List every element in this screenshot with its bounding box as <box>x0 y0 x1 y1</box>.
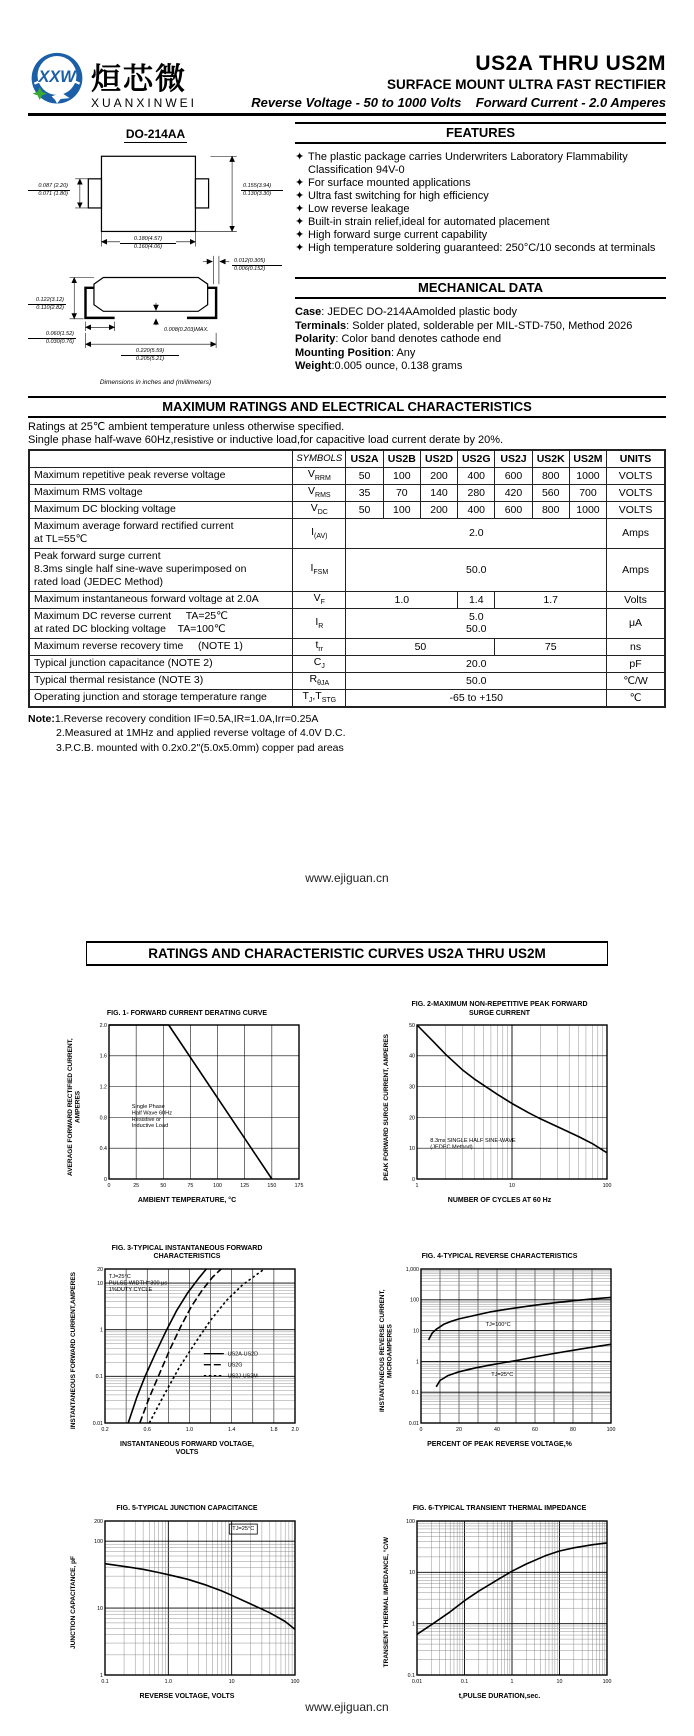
param-cell: Typical thermal resistance (NOTE 3) <box>29 672 293 689</box>
figure-2-ylabel: PEAK FORWARD SURGE CURRENT, AMPERES <box>382 1033 390 1181</box>
value-cell: 1.4 <box>458 591 495 608</box>
svg-text:1: 1 <box>415 1183 419 1189</box>
table-row <box>29 467 665 484</box>
feature-bullet-icon: ✦ <box>295 242 305 254</box>
svg-text:1: 1 <box>99 1672 103 1679</box>
svg-text:0.1: 0.1 <box>95 1373 103 1380</box>
unit-cell: Amps <box>607 548 665 591</box>
figure-2 <box>340 1000 660 1206</box>
svg-text:1.6: 1.6 <box>99 1053 107 1060</box>
mechanical-line: Polarity: Color band denotes cathode end <box>295 333 502 345</box>
svg-text:0.2: 0.2 <box>101 1426 109 1433</box>
table-row <box>29 672 665 689</box>
figure-4 <box>340 1244 660 1458</box>
symbol-cell: $R_{\theta JA}$ <box>293 672 346 689</box>
dim-foot-length: 0.060(1.52) 0.030(0.76) <box>28 331 76 346</box>
symbol-cell: $I_{(AV)}$ <box>293 518 346 548</box>
feature-text: Built-in strain relief,ideal for automated placement <box>308 216 550 228</box>
svg-text:TJ=25°C: TJ=25°C <box>108 1273 131 1280</box>
column-header: US2G <box>458 450 495 467</box>
feature-bullet-icon: ✦ <box>295 203 305 215</box>
package-name: DO-214AA <box>125 127 186 141</box>
svg-text:US2A-US2D: US2A-US2D <box>227 1351 258 1358</box>
figure-1 <box>35 1000 340 1206</box>
svg-text:100: 100 <box>410 1297 419 1304</box>
svg-text:30: 30 <box>409 1084 416 1091</box>
value-cell: 50 <box>346 638 495 655</box>
svg-text:10: 10 <box>96 1605 103 1612</box>
value-cell: 560 <box>532 484 569 501</box>
table-row <box>29 655 665 672</box>
value-cell: 50.0 <box>346 672 607 689</box>
ratings-table <box>28 449 666 708</box>
param-header <box>29 450 293 467</box>
mechanical-lines <box>295 306 666 374</box>
note-line-1: Note:1.Reverse recovery condition IF=0.5A,IR=1.0A,Irr=0.25A <box>28 712 319 725</box>
svg-text:0: 0 <box>103 1176 107 1183</box>
value-cell: 2.0 <box>346 518 607 548</box>
figure-2-xlabel: NUMBER OF CYCLES AT 60 Hz <box>447 1197 552 1204</box>
svg-text:1.2: 1.2 <box>99 1084 107 1091</box>
figure-1-xlabel: AMBIENT TEMPERATURE, °C <box>137 1197 237 1204</box>
dim-standoff: 0.008(0.203)MAX. <box>164 327 209 333</box>
svg-text:Single Phase: Single Phase <box>131 1104 165 1110</box>
figure-4-title: FIG. 4-TYPICAL REVERSE CHARACTERISTICS <box>421 1253 578 1260</box>
column-header: US2B <box>383 450 420 467</box>
feature-item <box>295 190 666 203</box>
feature-text: For surface mounted applications <box>308 177 471 189</box>
svg-text:1,000: 1,000 <box>405 1266 419 1273</box>
param-cell: Maximum DC reverse current TA=25℃ at rated DC blocking voltage TA=100℃ <box>29 608 293 638</box>
mechanical-line: Weight:0.005 ounce, 0.138 grams <box>295 360 463 372</box>
unit-cell: VOLTS <box>607 467 665 484</box>
figure-6-plot <box>390 1514 616 1692</box>
svg-text:0.1: 0.1 <box>411 1389 419 1396</box>
svg-text:0.1: 0.1 <box>407 1672 416 1679</box>
table-row <box>29 608 665 638</box>
svg-text:US2J-US2M: US2J-US2M <box>227 1373 258 1380</box>
unit-cell: VOLTS <box>607 484 665 501</box>
param-cell: Typical junction capacitance (NOTE 2) <box>29 655 293 672</box>
column-header: US2K <box>532 450 569 467</box>
feature-text: The plastic package carries Underwriters Laboratory Flammability Classification 94V-0 <box>308 151 628 176</box>
unit-cell: ns <box>607 638 665 655</box>
svg-text:75: 75 <box>186 1183 193 1189</box>
value-cell: 600 <box>495 467 532 484</box>
feature-text: Ultra fast switching for high efficiency <box>308 190 489 202</box>
svg-text:TJ=25°C: TJ=25°C <box>491 1371 514 1378</box>
feature-item <box>295 229 666 242</box>
value-cell: 5.0 50.0 <box>346 608 607 638</box>
ratings-head <box>29 450 665 467</box>
svg-text:60: 60 <box>532 1426 538 1433</box>
value-cell: 140 <box>420 484 457 501</box>
symbol-cell: $V_{DC}$ <box>293 501 346 518</box>
feature-bullet-icon: ✦ <box>295 229 305 241</box>
column-header: US2A <box>346 450 383 467</box>
feature-item <box>295 151 666 177</box>
dim-overall-width: 0.220(5.59) 0.205(5.21) <box>121 348 179 363</box>
feature-item <box>295 203 666 216</box>
svg-text:10: 10 <box>228 1678 235 1685</box>
symbol-cell: $C_J$ <box>293 655 346 672</box>
svg-text:0.6: 0.6 <box>143 1426 151 1433</box>
feature-bullet-icon: ✦ <box>295 151 305 163</box>
svg-text:0.1: 0.1 <box>101 1678 109 1685</box>
value-cell: 50 <box>346 501 383 518</box>
figure-5 <box>35 1496 340 1702</box>
table-row <box>29 638 665 655</box>
svg-text:100: 100 <box>602 1183 612 1189</box>
svg-text:1: 1 <box>99 1327 103 1334</box>
notes <box>0 712 694 756</box>
website-link-footer[interactable]: www.ejiguan.cn <box>305 1700 389 1714</box>
feature-item <box>295 242 666 255</box>
svg-text:125: 125 <box>239 1183 249 1189</box>
figure-3 <box>35 1244 340 1458</box>
svg-text:TJ=100°C: TJ=100°C <box>485 1321 511 1328</box>
unit-cell: μA <box>607 608 665 638</box>
svg-text:10: 10 <box>413 1328 419 1334</box>
value-cell: 1000 <box>569 501 606 518</box>
company-logo <box>28 50 197 110</box>
figure-6-ylabel: TRANSIENT THERMAL IMPEDANCE, °C/W <box>382 1537 390 1668</box>
svg-text:1: 1 <box>416 1358 419 1365</box>
svg-text:1.0: 1.0 <box>185 1426 193 1433</box>
figure-3-ylabel: INSTANTANEOUS FORWARD CURRENT,AMPERES <box>70 1271 78 1430</box>
ratings-intro-line2: Single phase half-wave 60Hz,resistive or inductive load,for capacitive load current derate by 20%. <box>28 434 504 446</box>
svg-text:80: 80 <box>570 1426 576 1433</box>
dim-tab-width: 0.087 (2.20) 0.071 (1.80) <box>28 183 70 198</box>
value-cell: 420 <box>495 484 532 501</box>
svg-text:0: 0 <box>412 1176 416 1183</box>
symbol-cell: $V_F$ <box>293 591 346 608</box>
figure-4-xlabel: PERCENT OF PEAK REVERSE VOLTAGE,% <box>427 1440 572 1448</box>
header <box>0 0 694 110</box>
unit-cell: VOLTS <box>607 501 665 518</box>
feature-text: High temperature soldering guaranteed: 250°C/10 seconds at terminals <box>308 242 656 254</box>
value-cell: 1.7 <box>495 591 607 608</box>
feature-text: Low reverse leakage <box>308 203 410 215</box>
svg-text:8.3ms SINGLE HALF SINE-WAVE: 8.3ms SINGLE HALF SINE-WAVE <box>430 1137 517 1144</box>
svg-text:1.4: 1.4 <box>227 1426 236 1433</box>
unit-cell: Amps <box>607 518 665 548</box>
svg-text:20: 20 <box>96 1266 103 1273</box>
feature-bullet-icon: ✦ <box>295 190 305 202</box>
value-cell: 800 <box>532 467 569 484</box>
svg-text:200: 200 <box>93 1518 103 1525</box>
column-header: US2D <box>420 450 457 467</box>
svg-text:100: 100 <box>212 1183 222 1189</box>
device-subtitle: SURFACE MOUNT ULTRA FAST RECTIFIER <box>387 77 666 92</box>
figure-3-xlabel: INSTANTANEOUS FORWARD VOLTAGE, VOLTS <box>120 1440 254 1456</box>
param-cell: Operating junction and storage temperature range <box>29 689 293 707</box>
svg-text:40: 40 <box>494 1426 500 1433</box>
unit-cell: ℃/W <box>607 672 665 689</box>
symbol-cell: $I_{FSM}$ <box>293 548 346 591</box>
figure-6-xlabel: t,PULSE DURATION,sec. <box>458 1692 541 1700</box>
svg-text:1%DUTY CYCLE: 1%DUTY CYCLE <box>108 1286 152 1293</box>
figure-1-ylabel: AVERAGE FORWARD RECTIFIED CURRENT, AMPERES <box>66 1038 81 1176</box>
table-row <box>29 501 665 518</box>
svg-text:50: 50 <box>159 1183 166 1189</box>
svg-text:10: 10 <box>509 1183 516 1189</box>
svg-text:20: 20 <box>409 1115 416 1122</box>
svg-text:Half Wave 60Hz: Half Wave 60Hz <box>131 1110 172 1117</box>
feature-item <box>295 216 666 229</box>
logo-mark-icon <box>28 50 86 110</box>
value-cell: 100 <box>383 501 420 518</box>
ratings-intro-line1: Ratings at 25℃ ambient temperature unless otherwise specified. <box>28 421 345 433</box>
ratings-section <box>0 396 694 708</box>
value-cell: 400 <box>458 501 495 518</box>
value-cell: 200 <box>420 467 457 484</box>
value-cell: 400 <box>458 467 495 484</box>
figure-1-plot <box>82 1018 308 1196</box>
svg-text:10: 10 <box>556 1678 563 1685</box>
svg-text:100: 100 <box>602 1678 612 1685</box>
table-row <box>29 591 665 608</box>
dim-lead-thickness: 0.012(0.305) 0.006(0.152) <box>232 258 282 273</box>
param-cell: Peak forward surge current 8.3ms single half sine-wave superimposed on rated load (JEDEC Method) <box>29 548 293 591</box>
svg-text:2.0: 2.0 <box>99 1022 107 1029</box>
svg-text:Resistive or: Resistive or <box>131 1116 161 1123</box>
svg-text:Inductive Load: Inductive Load <box>131 1123 168 1130</box>
package-drawing <box>28 145 283 377</box>
figure-4-ylabel: INSTANTANEOUS REVERSE CURRENT, MICROAMPERES <box>379 1289 394 1412</box>
param-cell: Maximum repetitive peak reverse voltage <box>29 467 293 484</box>
svg-text:1: 1 <box>412 1621 416 1628</box>
value-cell: 280 <box>458 484 495 501</box>
svg-text:0.01: 0.01 <box>92 1420 103 1427</box>
svg-text:100: 100 <box>606 1426 616 1433</box>
svg-text:0.4: 0.4 <box>99 1146 107 1153</box>
value-cell: 75 <box>495 638 607 655</box>
spec-line: Reverse Voltage - 50 to 1000 Volts Forward Current - 2.0 Amperes <box>251 95 666 110</box>
svg-text:150: 150 <box>266 1183 276 1189</box>
svg-text:0.01: 0.01 <box>412 1678 423 1685</box>
ratings-intro <box>28 421 666 447</box>
company-name-cn: 烜芯微 <box>91 63 187 96</box>
unit-cell: ℃ <box>607 689 665 707</box>
svg-text:10: 10 <box>409 1146 416 1153</box>
svg-text:100: 100 <box>406 1518 416 1525</box>
value-cell: 70 <box>383 484 420 501</box>
svg-text:10: 10 <box>96 1280 103 1287</box>
symbol-cell: $I_R$ <box>293 608 346 638</box>
value-cell: 20.0 <box>346 655 607 672</box>
figure-4-plot <box>394 1262 620 1440</box>
value-cell: 200 <box>420 501 457 518</box>
table-row <box>29 689 665 707</box>
param-cell: Maximum reverse recovery time (NOTE 1) <box>29 638 293 655</box>
figure-1-title: FIG. 1- FORWARD CURRENT DERATING CURVE <box>106 1009 268 1017</box>
figure-2-title: FIG. 2-MAXIMUM NON-REPETITIVE PEAK FORWARD SURGE CURRENT <box>411 1001 588 1017</box>
param-cell: Maximum average forward rectified current at TL=55℃ <box>29 518 293 548</box>
param-cell: Maximum RMS voltage <box>29 484 293 501</box>
note-line-3: 3.P.C.B. mounted with 0.2x0.2"(5.0x5.0mm) copper pad areas <box>56 741 344 754</box>
feature-bullet-icon: ✦ <box>295 216 305 228</box>
mechanical-line: Case: JEDEC DO-214AAmolded plastic body <box>295 306 517 318</box>
website-link-mid[interactable]: www.ejiguan.cn <box>305 871 389 885</box>
svg-text:20: 20 <box>456 1426 462 1433</box>
figure-2-plot <box>390 1018 616 1196</box>
svg-text:0: 0 <box>419 1426 423 1433</box>
param-cell: Maximum DC blocking voltage <box>29 501 293 518</box>
svg-text:1.8: 1.8 <box>269 1426 278 1433</box>
package-section <box>28 122 283 386</box>
value-cell: 50 <box>346 467 383 484</box>
feature-text: High forward surge current capability <box>308 229 488 241</box>
value-cell: -65 to +150 <box>346 689 607 707</box>
feature-bullet-icon: ✦ <box>295 177 305 189</box>
svg-text:50: 50 <box>409 1022 416 1029</box>
svg-text:1: 1 <box>510 1678 514 1685</box>
value-cell: 1000 <box>569 467 606 484</box>
curves-section-title: RATINGS AND CHARACTERISTIC CURVES US2A THRU US2M <box>86 941 608 966</box>
features-title: FEATURES <box>295 122 666 144</box>
figure-5-ylabel: JUNCTION CAPACITANCE, pF <box>70 1556 78 1649</box>
column-header: SYMBOLS <box>293 450 346 467</box>
svg-text:100: 100 <box>93 1538 103 1545</box>
package-caption: Dimensions in inches and (millimeters) <box>99 379 212 386</box>
table-row <box>29 518 665 548</box>
unit-cell: pF <box>607 655 665 672</box>
figure-3-title: FIG. 3-TYPICAL INSTANTANEOUS FORWARD CHARACTERISTICS <box>111 1244 263 1260</box>
svg-text:25: 25 <box>132 1183 139 1189</box>
figure-6-title: FIG. 6-TYPICAL TRANSIENT THERMAL IMPEDANCE <box>412 1505 587 1512</box>
value-cell: 700 <box>569 484 606 501</box>
figure-5-plot <box>78 1514 304 1692</box>
figure-3-plot <box>78 1262 304 1440</box>
mechanical-title: MECHANICAL DATA <box>295 277 666 299</box>
svg-text:1.0: 1.0 <box>164 1678 172 1685</box>
svg-text:0: 0 <box>107 1183 110 1189</box>
svg-text:2.0: 2.0 <box>291 1426 299 1433</box>
figure-5-xlabel: REVERSE VOLTAGE, VOLTS <box>139 1692 235 1700</box>
mechanical-line: Terminals: Solder plated, solderable per MIL-STD-750, Method 2026 <box>295 319 633 332</box>
figure-6 <box>340 1496 660 1702</box>
mechanical-line: Mounting Position: Any <box>295 346 416 359</box>
dim-body-width: 0.180(4.57) 0.160(4.06) <box>120 236 176 251</box>
column-header: UNITS <box>607 450 665 467</box>
svg-text:0.8: 0.8 <box>99 1115 107 1122</box>
svg-text:10: 10 <box>409 1569 416 1576</box>
unit-cell: Volts <box>607 591 665 608</box>
value-cell: 50.0 <box>346 548 607 591</box>
value-cell: 600 <box>495 501 532 518</box>
value-cell: 35 <box>346 484 383 501</box>
part-number-title: US2A THRU US2M <box>475 52 666 75</box>
logo-xxw-text: XXW <box>38 67 76 86</box>
svg-text:40: 40 <box>409 1053 416 1060</box>
symbol-cell: $V_{RRM}$ <box>293 467 346 484</box>
svg-text:TJ=25°C: TJ=25°C <box>232 1525 255 1532</box>
dim-body-height: 0.155(3.94) 0.130(3.30) <box>241 183 283 198</box>
table-row <box>29 484 665 501</box>
dim-profile-height: 0.122(3.12) 0.110(2.82) <box>28 297 66 312</box>
table-row <box>29 548 665 591</box>
ratings-body <box>29 467 665 707</box>
column-header: US2M <box>569 450 606 467</box>
figure-5-title: FIG. 5-TYPICAL JUNCTION CAPACITANCE <box>116 1505 258 1512</box>
svg-text:100: 100 <box>290 1678 300 1685</box>
symbol-cell: $V_{RMS}$ <box>293 484 346 501</box>
ratings-title: MAXIMUM RATINGS AND ELECTRICAL CHARACTERISTICS <box>28 396 666 418</box>
svg-text:0.1: 0.1 <box>461 1678 469 1685</box>
note-line-2: 2.Measured at 1MHz and applied reverse voltage of 4.0V D.C. <box>56 727 346 739</box>
svg-text:PULSE WIDTH=300 μs: PULSE WIDTH=300 μs <box>108 1279 167 1286</box>
symbol-cell: $T_J,T_{STG}$ <box>293 689 346 707</box>
feature-item <box>295 177 666 190</box>
value-cell: 1.0 <box>346 591 458 608</box>
param-cell: Maximum instantaneous forward voltage at 2.0A <box>29 591 293 608</box>
features-list <box>295 151 666 255</box>
value-cell: 800 <box>532 501 569 518</box>
svg-text:0.01: 0.01 <box>408 1420 419 1427</box>
svg-text:US2G: US2G <box>227 1362 243 1369</box>
svg-text:(JEDEC Method): (JEDEC Method) <box>430 1144 473 1151</box>
company-name-en: XUANXINWEI <box>91 96 198 110</box>
figures-grid <box>0 1000 694 1701</box>
svg-text:175: 175 <box>294 1183 303 1189</box>
column-header: US2J <box>495 450 532 467</box>
symbol-cell: $t_{rr}$ <box>293 638 346 655</box>
value-cell: 100 <box>383 467 420 484</box>
